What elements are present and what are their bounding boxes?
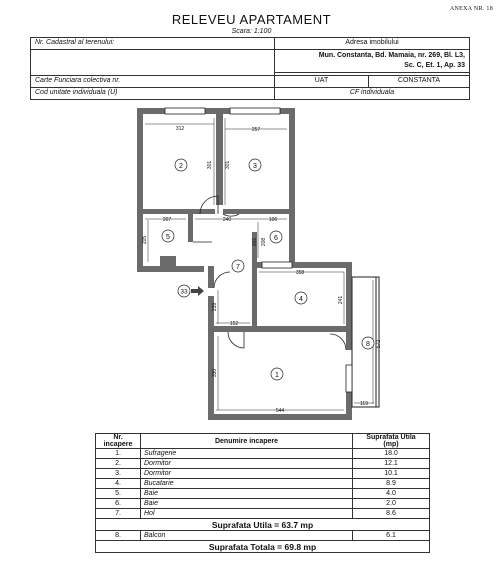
row-nr: 1. [96,449,141,459]
cadastral-value [31,50,275,76]
room-marker-4: 4 [299,296,303,303]
walls [137,108,352,420]
rooms-table [95,433,430,553]
row-nr: 7. [96,509,141,519]
windows [162,108,352,392]
room-marker-7: 7 [236,264,240,271]
cf-individual-label: CF individuala [275,88,470,100]
cadastral-label: Nr. Cadastral al terenului: [31,38,275,50]
row-area: 8.9 [353,479,430,489]
row-name: Sufragerie [141,449,353,459]
address-line-2: Sc. C, Et. 1, Ap. 33 [404,62,465,69]
row-name: Hol [141,509,353,519]
room-marker-8: 8 [366,341,370,348]
table-row [96,509,430,519]
property-info-table [30,37,470,100]
address-label: Adresa imobilului [275,38,470,50]
col-header-area [353,434,430,449]
dim-330: 330 [212,368,218,378]
row-area: 8.6 [353,509,430,519]
col-header-nr-line-1: Nr. [113,434,123,441]
uat-label: UAT [275,76,369,88]
annex-number: ANEXA NR. 18 [449,6,493,12]
dim-301a: 301 [207,160,213,170]
balcony-area: 6.1 [353,531,430,541]
usable-area-total: Suprafata Utila = 63.7 mp [96,519,430,531]
dim-119: 119 [360,401,368,407]
address-line-1: Mun. Constanta, Bd. Mamaia, nr. 269, Bl. L3, [318,52,465,59]
balcony-nr: 8. [96,531,141,541]
row-nr: 2. [96,459,141,469]
col-header-area-line-1: Suprafata Utila [366,434,416,441]
dim-301b: 301 [225,160,231,170]
grand-total: Suprafata Totala = 69.8 mp [96,541,430,553]
row-nr: 3. [96,469,141,479]
row-name: Baie [141,499,353,509]
floor-plan [0,100,503,430]
room-marker-3: 3 [253,163,257,170]
row-area: 4.0 [353,489,430,499]
uat-value: CONSTANTA [369,76,470,88]
room-marker-6: 6 [274,235,278,242]
row-area: 18.0 [353,449,430,459]
balcony-name: Balcon [141,531,353,541]
row-nr: 5. [96,489,141,499]
cf-collective-label: Carte Funciara colectiva nr. [31,76,275,88]
table-row [96,459,430,469]
table-row [96,449,430,459]
address-value [275,50,470,73]
row-name: Dormitor [141,469,353,479]
dim-241: 241 [338,295,344,305]
entrance-marker [178,285,204,297]
dim-239: 239 [212,302,218,312]
room-marker-1: 1 [275,372,279,379]
document-title: RELEVEU APARTAMENT [171,12,332,27]
dim-544: 544 [275,408,285,414]
table-row [96,531,430,541]
dim-205: 205 [142,235,148,245]
dim-257: 257 [251,127,261,133]
row-area: 10.1 [353,469,430,479]
row-area: 2.0 [353,499,430,509]
row-name: Baie [141,489,353,499]
unit-code-label: Cod unitate individuala (U) [31,88,275,100]
entrance-arrow-icon [191,286,204,296]
dim-572: 572 [376,339,382,349]
room-marker-5: 5 [166,234,170,241]
dim-152: 152 [229,321,239,327]
dim-207: 207 [162,217,172,223]
dim-106: 106 [268,217,278,223]
table-row [96,479,430,489]
dim-312: 312 [175,126,185,132]
room-marker-2: 2 [179,163,183,170]
row-area: 12.1 [353,459,430,469]
row-nr: 4. [96,479,141,489]
table-row [96,489,430,499]
row-name: Bucatarie [141,479,353,489]
dim-358: 358 [295,270,305,276]
col-header-name: Denumire incapere [141,434,353,449]
col-header-nr-line-2: incapere [103,441,133,448]
table-row [96,499,430,509]
table-row [96,469,430,479]
col-header-nr [96,434,141,449]
scale-label: Scara: 1:100 [231,28,272,35]
dim-240: 240 [222,217,232,223]
row-nr: 6. [96,499,141,509]
dim-202: 202 [252,237,258,247]
row-name: Dormitor [141,459,353,469]
dim-208: 208 [261,237,267,247]
apartment-number: 33 [180,288,188,296]
col-header-area-line-2: (mp) [383,441,399,448]
